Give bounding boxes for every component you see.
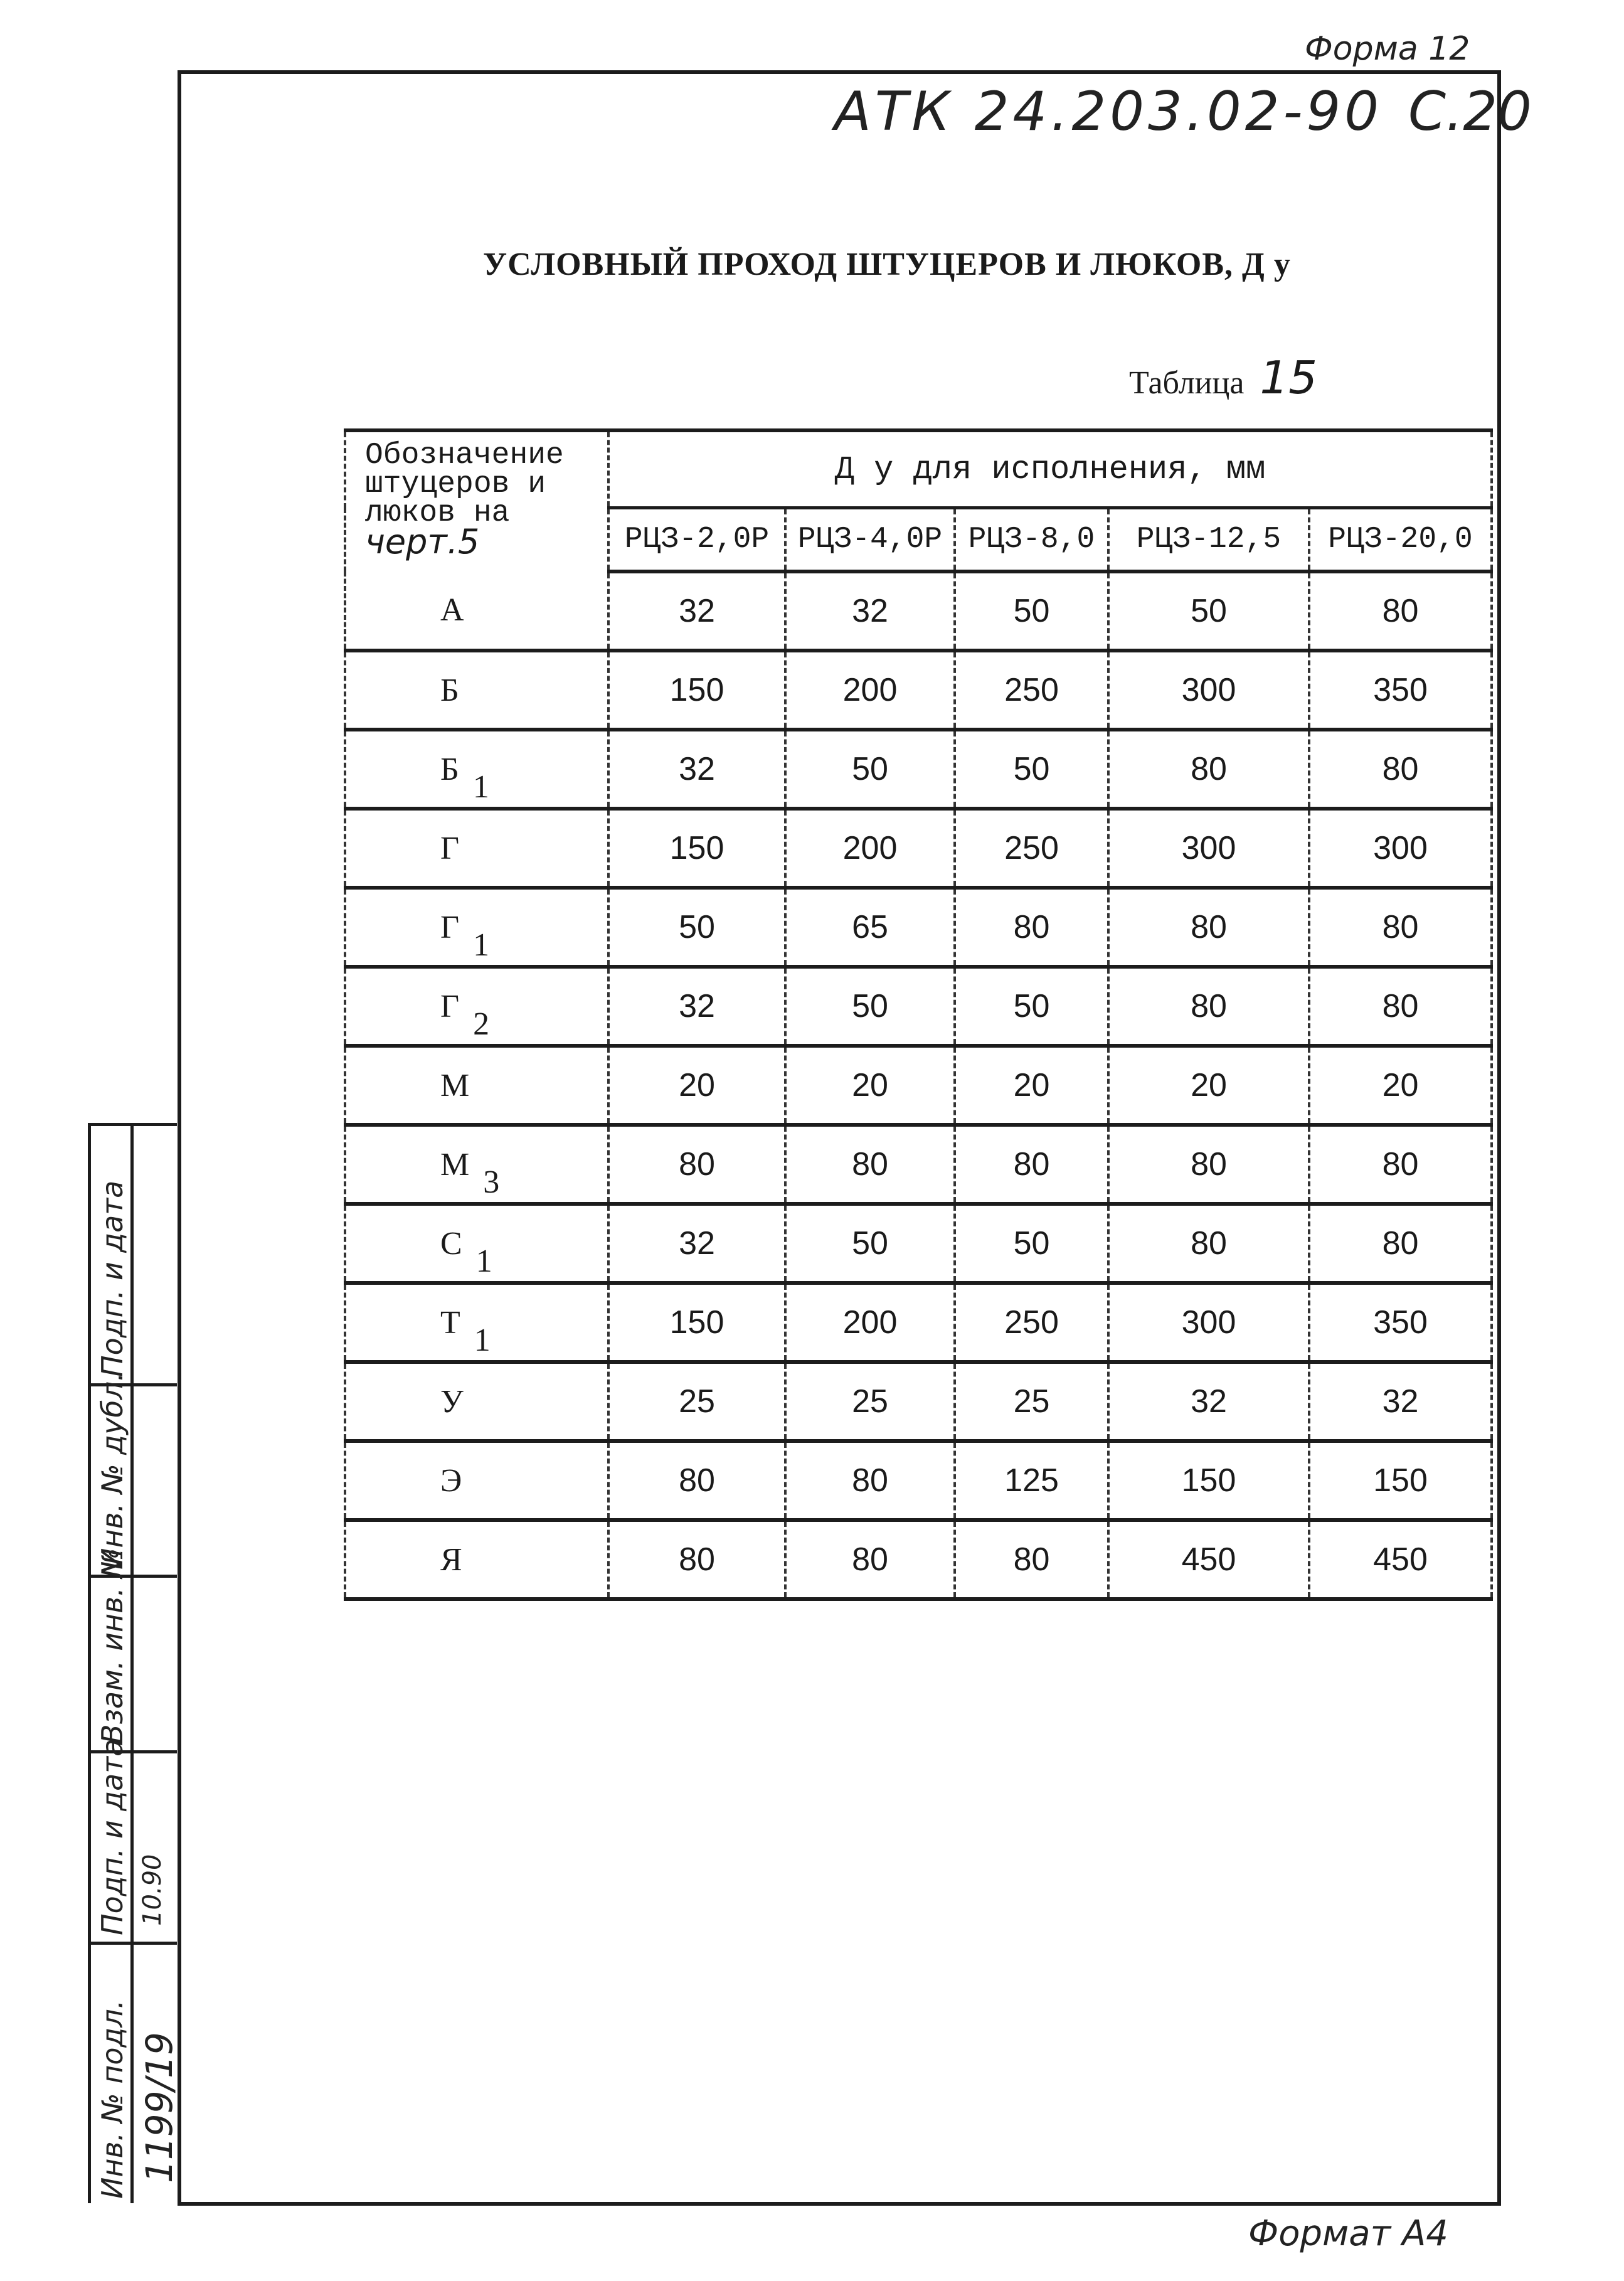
- diameter-cell: 20: [785, 1046, 955, 1125]
- nozzle-diameter-table: [344, 428, 1493, 1601]
- page-title: УСЛОВНЫЙ ПРОХОД ШТУЦЕРОВ И ЛЮКОВ, Д у: [483, 247, 1291, 282]
- diameter-cell: 250: [955, 1283, 1108, 1362]
- table-caption-number: 15: [1260, 351, 1318, 404]
- diameter-cell: 80: [1309, 888, 1492, 967]
- diameter-cell: 300: [1108, 809, 1309, 888]
- designation-index: 1: [475, 1243, 492, 1279]
- diameter-cell: 65: [785, 888, 955, 967]
- row-designation: [345, 888, 608, 967]
- table-row: [345, 730, 1492, 809]
- diameter-cell: 350: [1309, 1283, 1492, 1362]
- diameter-cell: 80: [785, 1441, 955, 1520]
- diameter-cell: 32: [608, 572, 785, 651]
- diameter-cell: 32: [608, 1204, 785, 1283]
- diameter-cell: 50: [955, 730, 1108, 809]
- document-code: АТК 24.203.02-90: [834, 80, 1383, 143]
- diameter-cell: 20: [1309, 1046, 1492, 1125]
- table-row: [345, 809, 1492, 888]
- row-designation: [345, 809, 608, 888]
- row-designation: [345, 1204, 608, 1283]
- diameter-cell: 32: [608, 730, 785, 809]
- diameter-cell: 32: [608, 967, 785, 1046]
- designation-index: 1: [472, 768, 489, 805]
- designation-letter: Б: [440, 672, 459, 708]
- diameter-cell: 80: [1309, 1125, 1492, 1204]
- table-row: [345, 1520, 1492, 1599]
- diameter-cell: 50: [785, 730, 955, 809]
- diameter-cell: 80: [608, 1441, 785, 1520]
- diameter-cell: 80: [1309, 730, 1492, 809]
- diameter-cell: 80: [608, 1520, 785, 1599]
- table-row: [345, 651, 1492, 730]
- table-row: [345, 1441, 1492, 1520]
- designation-letter: М: [440, 1067, 470, 1103]
- diameter-cell: 50: [608, 888, 785, 967]
- designation-index: 2: [473, 1006, 490, 1042]
- diameter-cell: 250: [955, 651, 1108, 730]
- diameter-cell: 50: [785, 967, 955, 1046]
- diameter-cell: 50: [955, 572, 1108, 651]
- diameter-cell: 80: [1108, 967, 1309, 1046]
- column-header: РЦЗ-12,5: [1108, 508, 1309, 572]
- table-row: [345, 967, 1492, 1046]
- diameter-cell: 150: [1309, 1441, 1492, 1520]
- diameter-cell: 80: [1108, 730, 1309, 809]
- row-header-cell: [345, 430, 608, 572]
- side-stamp: [88, 1123, 181, 2203]
- table-row: [345, 1046, 1492, 1125]
- diameter-cell: 80: [955, 888, 1108, 967]
- table-row: [345, 1204, 1492, 1283]
- designation-letter: Г: [440, 909, 460, 945]
- table-row: [345, 1362, 1492, 1441]
- diameter-cell: 350: [1309, 651, 1492, 730]
- row-designation: [345, 967, 608, 1046]
- diameter-cell: 80: [1108, 888, 1309, 967]
- table-body: [345, 572, 1492, 1599]
- signature-date: 10.90: [138, 1854, 167, 1926]
- column-header: РЦЗ-4,0Р: [785, 508, 955, 572]
- table-row: [345, 572, 1492, 651]
- column-header: РЦЗ-20,0: [1309, 508, 1492, 572]
- designation-index: 1: [473, 927, 490, 963]
- diameter-cell: 80: [1309, 1204, 1492, 1283]
- diameter-cell: 250: [955, 809, 1108, 888]
- row-designation: [345, 1441, 608, 1520]
- page-number: С.20: [1408, 80, 1532, 143]
- diameter-cell: 20: [955, 1046, 1108, 1125]
- diameter-cell: 80: [1108, 1204, 1309, 1283]
- diameter-cell: 150: [1108, 1441, 1309, 1520]
- designation-letter: Э: [440, 1462, 462, 1499]
- diameter-cell: 300: [1108, 1283, 1309, 1362]
- stamp-label: Подп. и дата: [95, 1738, 129, 1935]
- designation-letter: Г: [440, 830, 460, 866]
- table-row: [345, 1283, 1492, 1362]
- stamp-label: Инв. № дубл.: [95, 1372, 129, 1570]
- column-header: РЦЗ-8,0: [955, 508, 1108, 572]
- table-row: [345, 1125, 1492, 1204]
- diameter-cell: 80: [608, 1125, 785, 1204]
- diameter-cell: 25: [608, 1362, 785, 1441]
- row-header-note: черт.5: [365, 522, 480, 561]
- diameter-cell: 80: [1309, 572, 1492, 651]
- diameter-cell: 450: [1309, 1520, 1492, 1599]
- inventory-number: 1199/19: [138, 2032, 181, 2183]
- format-label: Формат А4: [1248, 2213, 1448, 2254]
- row-designation: [345, 1362, 608, 1441]
- diameter-cell: 32: [1108, 1362, 1309, 1441]
- form-label: Форма 12: [1305, 30, 1470, 68]
- diameter-cell: 50: [955, 1204, 1108, 1283]
- table-caption: [1129, 351, 1317, 404]
- designation-index: 3: [483, 1164, 500, 1200]
- diameter-cell: 20: [1108, 1046, 1309, 1125]
- designation-letter: Я: [440, 1541, 462, 1578]
- diameter-cell: 80: [1309, 967, 1492, 1046]
- diameter-cell: 300: [1108, 651, 1309, 730]
- row-designation: [345, 1520, 608, 1599]
- stamp-label: Подп. и дата: [95, 1180, 129, 1377]
- diameter-cell: 20: [608, 1046, 785, 1125]
- row-designation: [345, 1125, 608, 1204]
- diameter-cell: 80: [955, 1520, 1108, 1599]
- diameter-cell: 25: [785, 1362, 955, 1441]
- diameter-cell: 50: [1108, 572, 1309, 651]
- designation-letter: У: [440, 1383, 464, 1420]
- diameter-cell: 150: [608, 809, 785, 888]
- diameter-cell: 80: [1108, 1125, 1309, 1204]
- diameter-cell: 300: [1309, 809, 1492, 888]
- row-header-line: люков на: [365, 496, 510, 530]
- diameter-cell: 50: [785, 1204, 955, 1283]
- row-designation: [345, 572, 608, 651]
- stamp-label: Взам. инв. №: [95, 1548, 129, 1744]
- designation-letter: С: [440, 1225, 462, 1262]
- row-designation: [345, 1283, 608, 1362]
- diameter-cell: 25: [955, 1362, 1108, 1441]
- table-caption-label: Таблица: [1129, 365, 1245, 401]
- designation-letter: Т: [440, 1304, 460, 1341]
- diameter-cell: 150: [608, 1283, 785, 1362]
- designation-letter: Б: [440, 751, 459, 787]
- stamp-label: Инв. № подл.: [95, 1999, 129, 2199]
- diameter-cell: 50: [955, 967, 1108, 1046]
- row-designation: [345, 1046, 608, 1125]
- row-designation: [345, 730, 608, 809]
- group-header: Д у для исполнения, мм: [608, 430, 1492, 508]
- diameter-cell: 200: [785, 809, 955, 888]
- diameter-cell: 32: [785, 572, 955, 651]
- diameter-cell: 200: [785, 1283, 955, 1362]
- diameter-cell: 125: [955, 1441, 1108, 1520]
- diameter-cell: 80: [785, 1125, 955, 1204]
- diameter-cell: 450: [1108, 1520, 1309, 1599]
- diameter-cell: 200: [785, 651, 955, 730]
- diameter-cell: 32: [1309, 1362, 1492, 1441]
- row-header-line: Обозначение: [365, 439, 564, 472]
- column-header: РЦЗ-2,0Р: [608, 508, 785, 572]
- row-designation: [345, 651, 608, 730]
- row-header-line: штуцеров и: [365, 467, 546, 501]
- designation-letter: М: [440, 1146, 470, 1183]
- diameter-cell: 80: [785, 1520, 955, 1599]
- designation-letter: Г: [440, 988, 460, 1024]
- designation-letter: А: [440, 592, 464, 628]
- diameter-cell: 80: [955, 1125, 1108, 1204]
- table-row: [345, 888, 1492, 967]
- diameter-cell: 150: [608, 651, 785, 730]
- designation-index: 1: [474, 1322, 491, 1358]
